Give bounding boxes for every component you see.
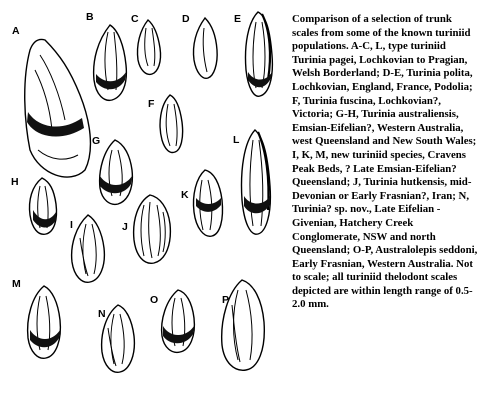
scale-h: [30, 178, 57, 234]
scale-k: [193, 170, 222, 236]
figure-caption: Comparison of a selection of trunk scales from some of the known turiniid populations. A-C, L, type turiniid Turinia pagei, Lochkovian to Pragian, Welsh Borderland; D-E, Turinia polita, Lochkovian, England, France, Podolia; F, Turinia fuscina, Lochkovian?, Victoria; G-H, Turinia australiensis, Emsian-Eifelian?, Western Australia, west Queensland and New South Wales; I, K, M, new turiniid species, Cravens Peak Beds, ? Late Emsian-Eifelian? Queensland; J, Turinia hutkensis, mid-Devonian or Early Frasnian?, Iran; N, Turinia? sp. nov., Late Eifelian - Givenian, Hatchery Creek Conglomerate, NSW and north Queensland; O-P, Australolepis seddoni, Early Frasnian, Western Australia. Not to scale; all turiniid thelodont scales depicted are within length range of 0.5-2.0 mm.: [292, 13, 478, 311]
scale-i: [72, 215, 105, 282]
label-a: A: [12, 25, 20, 37]
scale-n: [102, 305, 135, 372]
scale-o: [162, 290, 195, 352]
label-p: P: [222, 294, 230, 306]
label-i: I: [70, 219, 73, 231]
scale-e: [246, 12, 273, 96]
label-l: L: [233, 134, 240, 146]
scale-d: [193, 18, 217, 78]
label-o: O: [150, 294, 159, 306]
label-d: D: [182, 13, 190, 25]
label-e: E: [234, 13, 242, 25]
scale-b: [94, 25, 127, 100]
label-n: N: [98, 308, 106, 320]
label-f: F: [148, 98, 155, 110]
label-b: B: [86, 11, 94, 23]
scale-m: [28, 286, 61, 358]
label-g: G: [92, 135, 101, 147]
scale-f: [160, 95, 183, 153]
scale-l: [242, 130, 271, 234]
scale-g: [100, 140, 133, 204]
label-j: J: [122, 221, 128, 233]
scale-a: [25, 39, 91, 177]
scale-c: [137, 20, 160, 74]
label-h: H: [11, 176, 19, 188]
scale-j: [134, 195, 171, 263]
label-m: M: [12, 278, 21, 290]
label-k: K: [181, 189, 189, 201]
label-c: C: [131, 13, 139, 25]
